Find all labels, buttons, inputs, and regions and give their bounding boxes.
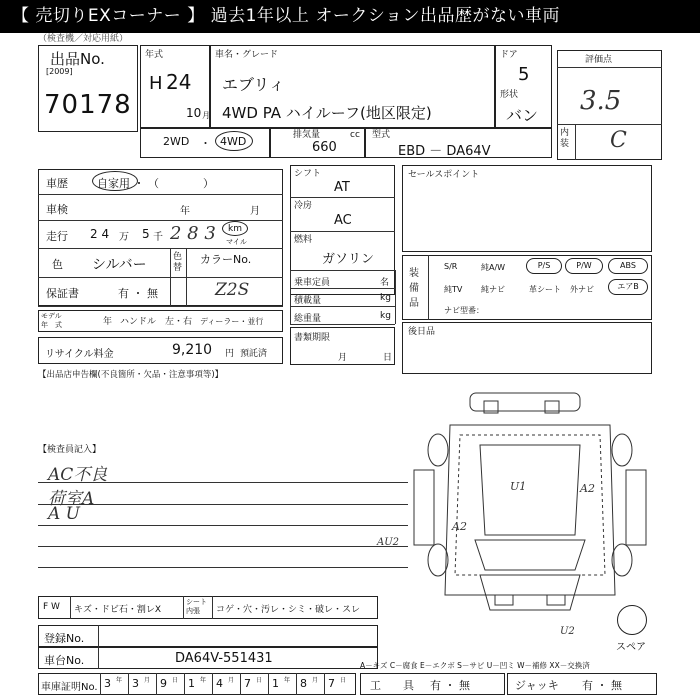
mileage-sen-unit: 千 xyxy=(153,232,163,243)
color-change-label: 色替 xyxy=(173,252,183,273)
history-label: 車歴 xyxy=(46,177,68,190)
fuel-label: 燃料 xyxy=(294,235,313,245)
capacity-label-1: 積載量 xyxy=(294,296,322,306)
model-year-month: 10 xyxy=(186,106,202,120)
drive-2wd: 2WD xyxy=(163,135,190,148)
cert-digit: 3 xyxy=(104,677,111,690)
inspection-month-unit: 月 xyxy=(250,206,260,217)
diagram-mark-au2: AU2 xyxy=(377,537,400,548)
diagram-mark-a2-left: A2 xyxy=(452,520,467,533)
drive-sep: ・ xyxy=(200,137,211,150)
recycle-unit: 円 xyxy=(225,349,235,359)
mileage-sen: 5 xyxy=(142,227,150,241)
model-year-label: 年式 xyxy=(145,50,164,60)
registration-box xyxy=(38,625,378,647)
mileage-man: 2 4 xyxy=(90,227,110,241)
cert-digit: 8 xyxy=(300,677,307,690)
equip-r1-3: P/W xyxy=(565,258,603,274)
warranty-value: 有 ・ 無 xyxy=(118,287,158,300)
displacement-label: 排気量 xyxy=(293,130,321,140)
car-name: エブリィ xyxy=(222,75,285,94)
interior-value: C xyxy=(610,128,627,153)
mileage-rest: 2 8 3 xyxy=(170,223,216,244)
cert-digit: 9 xyxy=(160,677,167,690)
capacity-unit-0: 名 xyxy=(380,278,390,288)
color-code: Z2S xyxy=(215,280,250,300)
tools-value: 有 ・ 無 xyxy=(430,679,470,692)
equip-r2-1: 純ナビ xyxy=(481,285,505,294)
model-row-label2: 年 式 xyxy=(41,321,62,329)
capacity-unit-1: kg xyxy=(380,293,391,303)
color-value: シルバー xyxy=(92,257,147,273)
capacity-label-0: 乗車定員 xyxy=(294,278,331,288)
defect-fw-label: F W xyxy=(43,602,60,612)
mileage-label: 走行 xyxy=(46,230,68,243)
model-row-handle: ハンドル 左・右 xyxy=(120,317,193,327)
cert-digit: 7 xyxy=(328,677,335,690)
ac-value: AC xyxy=(334,213,352,228)
cert-unit: 日 xyxy=(172,677,179,684)
model-row-year: 年 xyxy=(103,317,113,327)
tools-label: 工 具 xyxy=(370,679,414,692)
equip-r2-0: 純TV xyxy=(444,285,463,294)
color-code-label: カラーNo. xyxy=(200,253,252,266)
equip-r2-3: 外ナビ xyxy=(570,285,594,294)
cert-unit: 月 xyxy=(312,677,319,684)
mileage-km-circle xyxy=(222,221,248,236)
recycle-value: 9,210 xyxy=(172,342,213,358)
type-label: 型式 xyxy=(372,130,391,140)
inspector-label: 【検査員記入】 xyxy=(38,445,102,455)
doors-value: 5 xyxy=(518,64,530,85)
equip-r2-4: エアB xyxy=(608,279,648,295)
color-label: 色 xyxy=(52,258,63,271)
defect-legend: A－キズ C－腐食 E－エクボ S－サビ U－凹ミ W－補修 XX－交換済 xyxy=(360,661,590,670)
interior-label: 内装 xyxy=(560,128,570,149)
lot-number: 70178 xyxy=(44,90,132,120)
equip-r3: ナビ型番： xyxy=(444,306,484,315)
diagram-mark-u1: U1 xyxy=(510,480,527,493)
car-grade: 4WD PA ハイルーフ(地区限定) xyxy=(222,104,432,122)
fuel-value: ガソリン xyxy=(322,252,375,267)
recycle-label: リサイクル料金 xyxy=(45,349,114,360)
doors-label: ドア xyxy=(500,50,518,60)
drive-4wd-circle xyxy=(215,131,253,151)
cert-digit: 1 xyxy=(188,677,195,690)
inspection-year-unit: 年 xyxy=(180,206,190,217)
inspector-note-1: 荷室A xyxy=(48,489,95,509)
cert-unit: 年 xyxy=(116,677,123,684)
history-selected-circle xyxy=(92,171,138,191)
jack-label: ジャッキ xyxy=(515,679,559,692)
lot-label: 出品No. xyxy=(50,50,105,68)
mileage-man-unit: 万 xyxy=(119,232,129,243)
equip-r1-1: 純A/W xyxy=(481,263,506,272)
model-year-value: 24 xyxy=(166,70,192,94)
jack-value: 有 ・ 無 xyxy=(582,679,622,692)
declaration-label: 【出品店申告欄(不良箇所・欠品・注意事項等)】 xyxy=(38,370,224,380)
equipment-label: 装備品 xyxy=(409,268,419,309)
shape-value: バン xyxy=(506,106,539,125)
history-options: 自家用 ・ （ ） xyxy=(97,177,214,190)
doc-deadline-label: 書類期限 xyxy=(294,333,331,343)
car-damage-diagram xyxy=(400,385,660,635)
lot-year-mark: [2009] xyxy=(46,67,73,76)
cert-unit: 月 xyxy=(228,677,235,684)
cert-digit: 7 xyxy=(244,677,251,690)
type-value: EBD － DA64V xyxy=(398,144,491,159)
cert-digit: 4 xyxy=(216,677,223,690)
recycle-note: 預託済 xyxy=(240,349,268,359)
equip-r1-0: S/R xyxy=(444,262,458,271)
inspector-note-2: A U xyxy=(48,504,81,524)
capacity-label-2: 総重量 xyxy=(294,314,322,324)
mileage-unit-km: km xyxy=(228,224,242,234)
diagram-mark-u2: U2 xyxy=(560,626,575,637)
cert-label: 車庫証明No. xyxy=(41,682,98,693)
warranty-label: 保証書 xyxy=(46,287,79,300)
equip-r2-2: 革シート xyxy=(529,285,561,294)
top-note: （検査機／対応用紙） xyxy=(38,34,129,44)
model-year-era: H xyxy=(149,73,163,94)
doc-deadline-month: 月 xyxy=(338,353,348,363)
registration-label: 登録No. xyxy=(44,632,85,645)
equip-r1-4: ABS xyxy=(608,258,648,274)
cert-digit: 1 xyxy=(272,677,279,690)
after-sale-box xyxy=(402,322,652,374)
model-year-month-unit: 月 xyxy=(202,111,210,120)
equip-r1-2: P/S xyxy=(526,258,562,274)
car-name-label: 車名・グレード xyxy=(215,50,279,60)
model-row-label1: モデル xyxy=(41,312,62,320)
defect-items-interior: コゲ・穴・汚レ・シミ・破レ・スレ xyxy=(216,605,361,615)
chassis-value: DA64V-551431 xyxy=(175,651,273,666)
inspection-label: 車検 xyxy=(46,203,68,216)
displacement-value: 660 xyxy=(312,140,337,155)
doc-deadline-day: 日 xyxy=(383,353,393,363)
score-label: 評価点 xyxy=(585,55,613,65)
cert-unit: 日 xyxy=(340,677,347,684)
spare-label: スペア xyxy=(616,642,646,653)
chassis-label: 車台No. xyxy=(44,654,85,667)
ac-label: 冷房 xyxy=(294,201,313,211)
sales-point-label: セールスポイント xyxy=(408,170,480,180)
diagram-mark-a2-right: A2 xyxy=(580,482,595,495)
shift-value: AT xyxy=(334,180,350,195)
shape-label: 形状 xyxy=(500,90,519,100)
displacement-unit: cc xyxy=(350,130,360,140)
capacity-unit-2: kg xyxy=(380,311,391,321)
defect-items-glass: キズ・ドビ石・割レX xyxy=(74,605,161,615)
cert-unit: 年 xyxy=(284,677,291,684)
shift-label: シフト xyxy=(294,169,322,179)
after-sale-label: 後日品 xyxy=(408,327,436,337)
cert-digit: 3 xyxy=(132,677,139,690)
banner-title: 【 売切りEXコーナー 】 過去1年以上 オークション出品歴がない車両 xyxy=(0,0,700,33)
spare-circle xyxy=(617,605,647,635)
mileage-unit-mile: マイル xyxy=(226,238,247,246)
inspector-note-0: AC不良 xyxy=(48,465,108,485)
cert-unit: 月 xyxy=(144,677,151,684)
cert-unit: 日 xyxy=(256,677,263,684)
defect-sheet-label: シート 内張 xyxy=(186,598,207,615)
drive-4wd: 4WD xyxy=(220,135,247,148)
score-value: 3.5 xyxy=(580,86,622,116)
model-row-dealer: ディーラー・並行 xyxy=(200,317,264,326)
cert-unit: 年 xyxy=(200,677,207,684)
